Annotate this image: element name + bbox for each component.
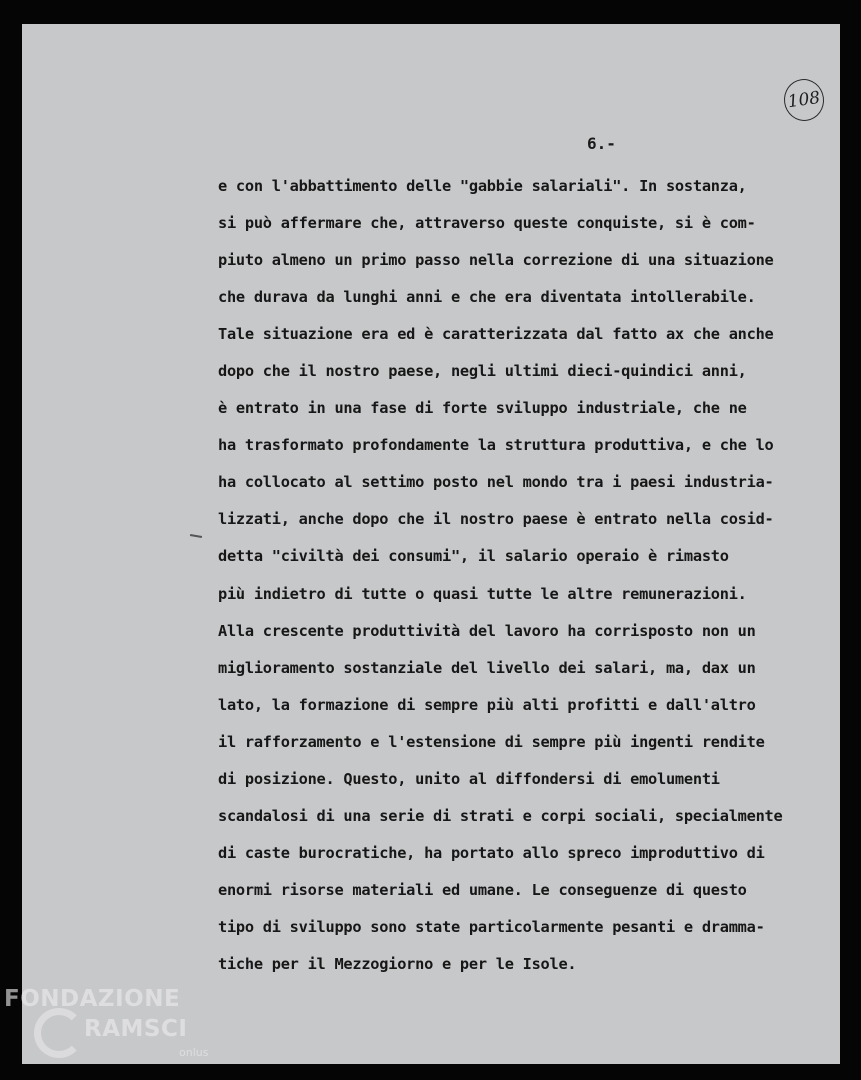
archive-number-stamp: 108 — [781, 76, 826, 123]
text-line: dopo che il nostro paese, negli ultimi dieci-quindici anni, — [218, 362, 747, 381]
text-line: che durava da lunghi anni e che era diventata intollerabile. — [218, 288, 756, 307]
text-line: si può affermare che, attraverso queste conquiste, si è com- — [218, 214, 756, 233]
text-line: tipo di sviluppo sono state particolarmente pesanti e dramma- — [218, 917, 765, 936]
text-line: Alla crescente produttività del lavoro ha corrisposto non un — [218, 621, 756, 640]
text-line: più indietro di tutte o quasi tutte le altre remunerazioni. — [218, 584, 747, 603]
watermark-onlus: onlus — [179, 1046, 209, 1059]
watermark-g-logo-icon — [34, 1008, 84, 1058]
fondazione-gramsci-watermark — [4, 986, 214, 1076]
text-line: il rafforzamento e l'estensione di sempre più ingenti rendite — [218, 732, 765, 751]
text-line: scandalosi di una serie di strati e corpi sociali, specialmente — [218, 806, 783, 825]
text-line: di caste burocratiche, ha portato allo spreco improduttivo di — [218, 843, 765, 862]
text-line: e con l'abbattimento delle "gabbie salariali". In sostanza, — [218, 177, 747, 195]
text-line: ha collocato al settimo posto nel mondo tra i paesi industria- — [218, 473, 774, 492]
text-line: è entrato in una fase di forte sviluppo industriale, che ne — [218, 399, 747, 418]
watermark-line1: FONDAZIONE — [4, 986, 181, 1012]
text-line: piuto almeno un primo passo nella correzione di una situazione — [218, 251, 774, 270]
text-line: lato, la formazione di sempre più alti profitti e dall'altro — [218, 695, 756, 714]
text-line: ha trasformato profondamente la struttura produttiva, e che lo — [218, 436, 774, 455]
text-line: lizzati, anche dopo che il nostro paese è entrato nella cosid- — [218, 510, 774, 529]
text-line: miglioramento sostanziale del livello dei salari, ma, dax un — [218, 658, 756, 677]
text-line: detta "civiltà dei consumi", il salario operaio è rimasto — [218, 547, 729, 566]
page-number: 6.- — [587, 134, 616, 153]
typed-text-body — [218, 176, 838, 991]
text-line: tiche per il Mezzogiorno e per le Isole. — [218, 954, 577, 973]
watermark-line2: RAMSCI — [84, 1016, 188, 1042]
text-line: enormi risorse materiali ed umane. Le conseguenze di questo — [218, 880, 747, 899]
text-line: di posizione. Questo, unito al diffondersi di emolumenti — [218, 769, 720, 788]
text-line: Tale situazione era ed è caratterizzata dal fatto ax che anche — [218, 325, 774, 344]
